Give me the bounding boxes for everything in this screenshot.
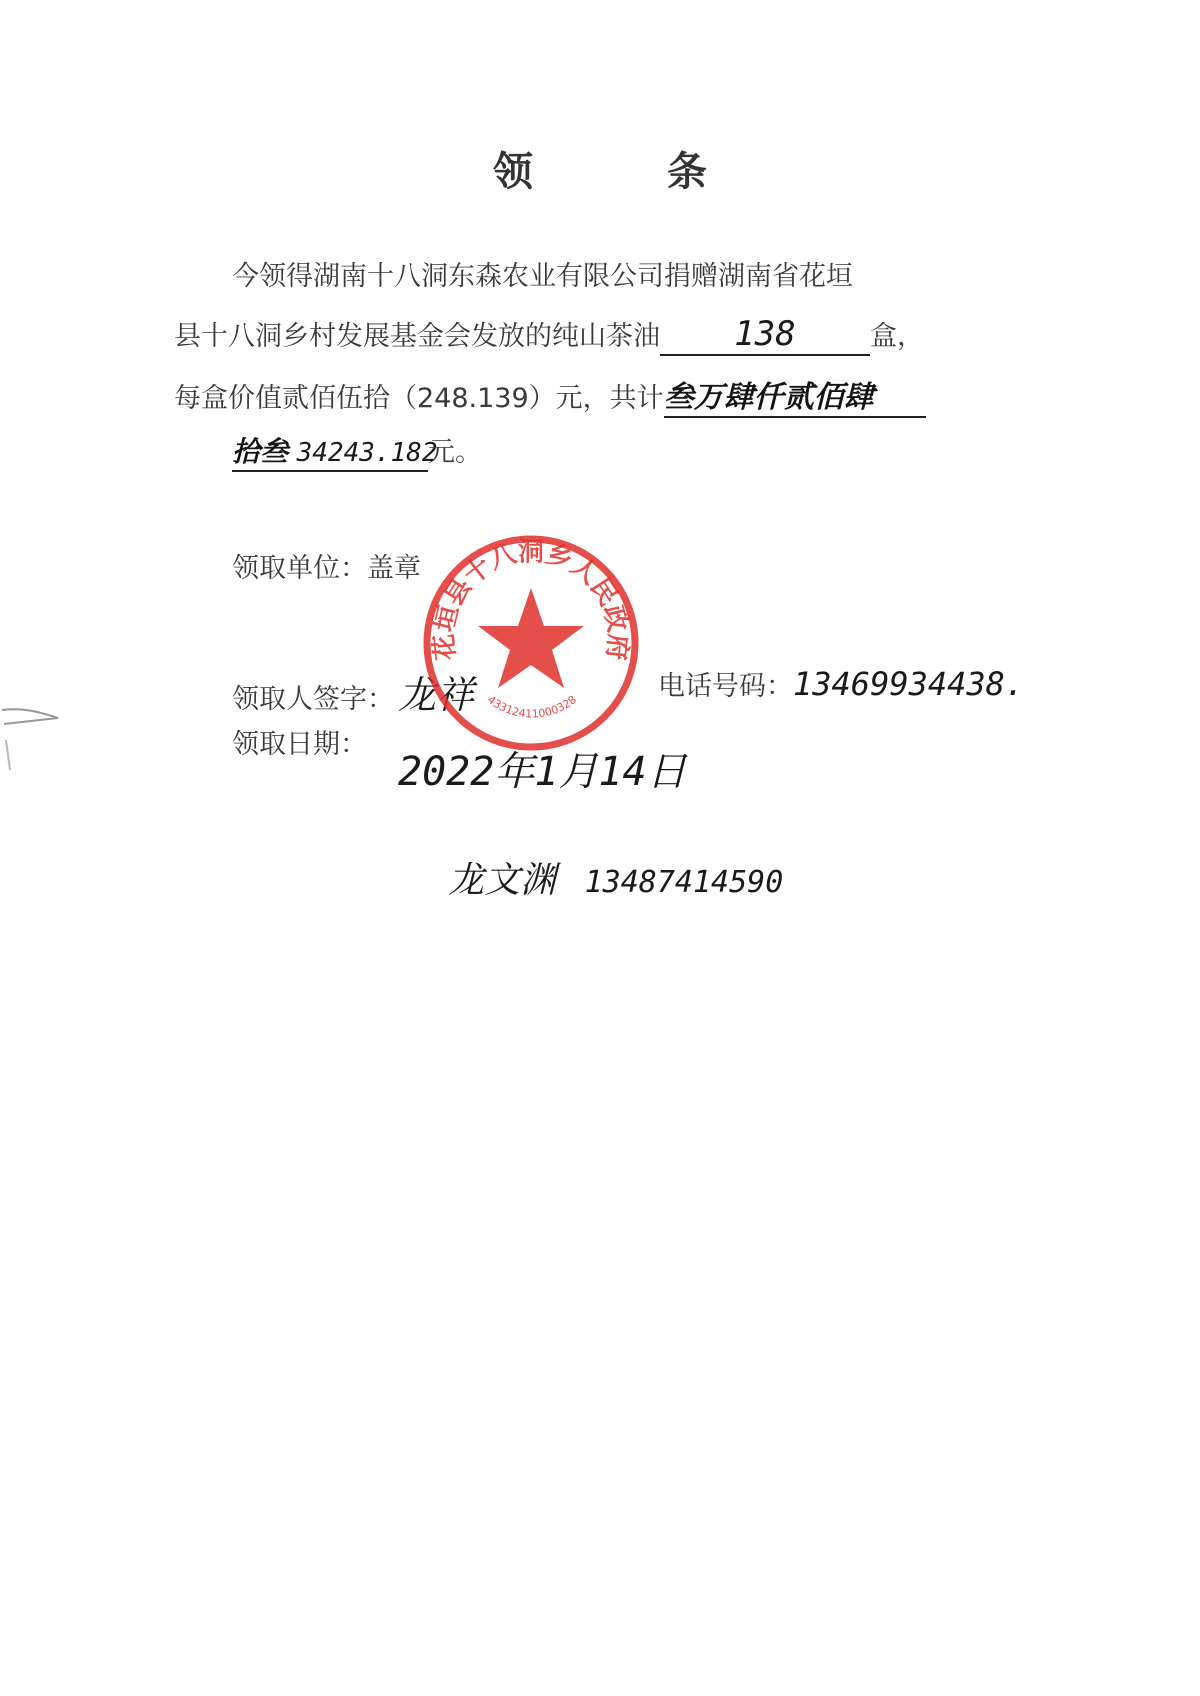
date-label: 领取日期： <box>232 729 367 760</box>
unit-label: 领取单位： <box>232 553 367 584</box>
phone-label: 电话号码： <box>658 671 793 702</box>
extra-contact <box>448 852 783 903</box>
total-blank-2 <box>232 430 438 472</box>
total-uppercase-part1: 叁万肆仟贰佰肆 <box>663 380 874 415</box>
phone-value: 13469934438. <box>793 665 1025 703</box>
unit-row <box>232 546 421 585</box>
body-line-4 <box>232 430 482 472</box>
total-numeric: 34243.182 <box>296 438 438 468</box>
unit-value: 盖章 <box>367 553 421 584</box>
body-line-1 <box>232 254 853 293</box>
extra-name: 龙文渊 <box>448 860 557 901</box>
body-line-2-prefix: 县十八洞乡村发展基金会发放的纯山茶油 <box>174 321 660 352</box>
total-uppercase-part2: 拾叁 <box>232 435 289 468</box>
margin-staple-mark <box>0 700 70 780</box>
quantity-value: 138 <box>734 314 796 354</box>
stamp-text: 花垣县十八洞乡人民政府 <box>429 537 633 662</box>
signer-label: 领取人签字： <box>232 684 394 715</box>
quantity-blank <box>660 314 870 356</box>
body-line-4-suffix: 元。 <box>428 437 482 468</box>
official-seal <box>418 530 644 756</box>
signer-signature: 龙祥 <box>398 673 475 717</box>
star-icon <box>478 588 584 688</box>
date-row <box>232 722 367 761</box>
date-value: 2022年1月14日 <box>398 749 687 795</box>
body-line-3 <box>174 372 926 418</box>
body-line-2 <box>174 314 924 356</box>
body-line-2-suffix: 盒， <box>870 321 924 352</box>
total-blank-1 <box>664 372 926 418</box>
stamp-code: 43312411000328 <box>484 693 580 721</box>
extra-phone: 13487414590 <box>584 865 784 900</box>
body-line-3-prefix: 每盒价值贰佰伍拾（248.139）元，共计 <box>174 383 664 414</box>
body-line-1-text: 今领得湖南十八洞东森农业有限公司捐赠湖南省花垣 <box>232 261 853 292</box>
document-title: 领 条 <box>493 149 767 195</box>
phone-row <box>658 664 1024 703</box>
